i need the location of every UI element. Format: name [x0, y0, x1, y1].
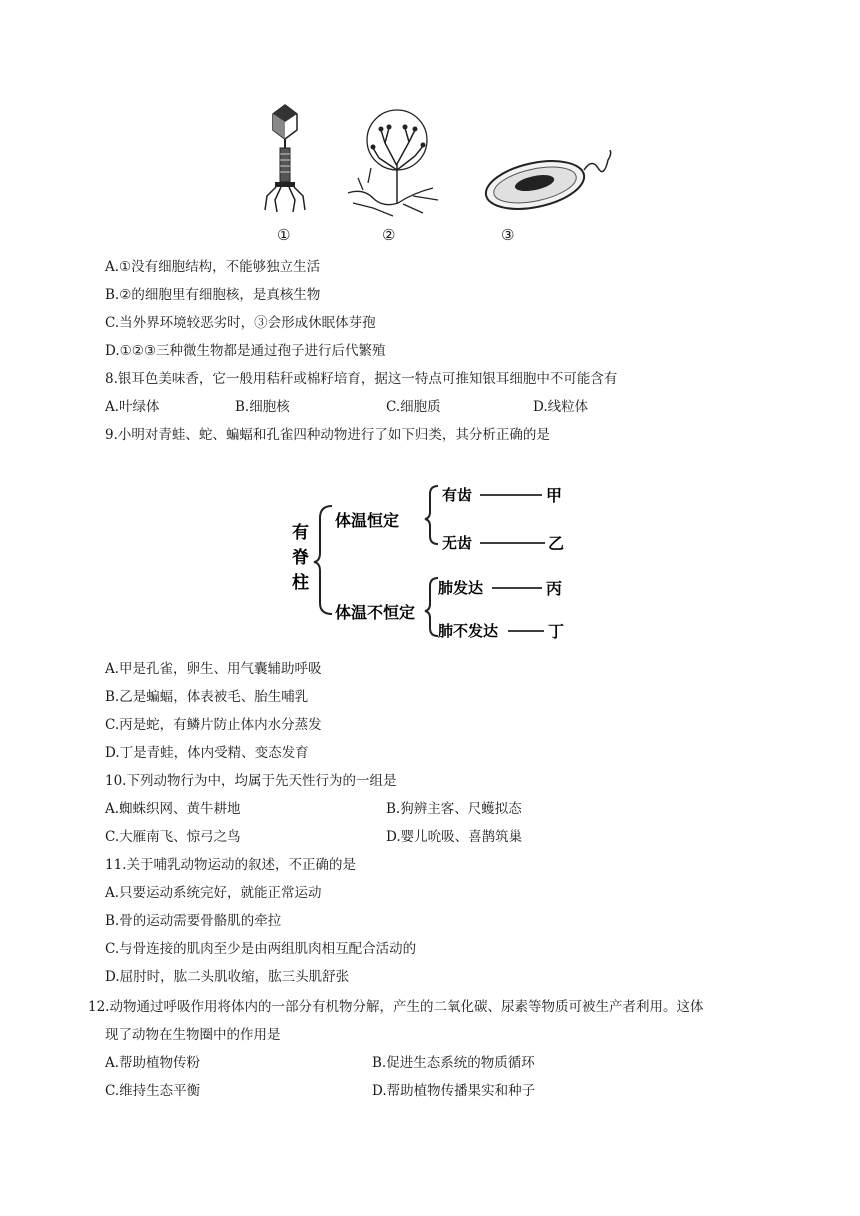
- q12-stem-line-1: 12.动物通过呼吸作用将体内的一部分有机物分解，产生的二氧化碳、尿素等物质可被生产者利用。这体: [88, 999, 704, 1015]
- q11-option-b: B.骨的运动需要骨骼肌的牵拉: [105, 913, 282, 929]
- q11-stem: 11.关于哺乳动物运动的叙述，不正确的是: [105, 857, 356, 873]
- microbe-figure: [255, 100, 615, 245]
- tree-leaf-1: 有齿: [442, 486, 473, 504]
- q9-option-c: C.丙是蛇，有鳞片防止体内水分蒸发: [105, 717, 322, 733]
- q7-option-d: D.①②③三种微生物都是通过孢子进行后代繁殖: [105, 343, 386, 359]
- q8-option-d: D.线粒体: [533, 399, 589, 415]
- q12-option-b: B.促进生态系统的物质循环: [372, 1055, 535, 1071]
- q11-option-d: D.屈肘时，肱二头肌收缩，肱三头肌舒张: [105, 969, 350, 985]
- q11-option-c: C.与骨连接的肌肉至少是由两组肌肉相互配合活动的: [105, 941, 417, 957]
- tree-end-1: 甲: [546, 486, 563, 505]
- tree-root-char-3: 柱: [292, 573, 309, 593]
- q9-option-b: B.乙是蝙蝠，体表被毛、胎生哺乳: [105, 689, 309, 705]
- q12-stem-line-2: 现了动物在生物圈中的作用是: [105, 1027, 281, 1043]
- q10-stem: 10.下列动物行为中，均属于先天性行为的一组是: [105, 773, 397, 789]
- q8-option-c: C.细胞质: [386, 399, 441, 415]
- tree-end-2: 乙: [548, 534, 565, 553]
- q10-option-a: A.蜘蛛织网、黄牛耕地: [105, 801, 241, 817]
- tree-end-4: 丁: [548, 622, 565, 641]
- q12-option-a: A.帮助植物传粉: [105, 1055, 201, 1071]
- tree-leaf-2: 无齿: [442, 534, 473, 552]
- tree-branch-2: 体温不恒定: [335, 603, 416, 622]
- q10-option-c: C.大雁南飞、惊弓之鸟: [105, 829, 241, 845]
- bacteriophage-image: [255, 100, 325, 220]
- q9-stem: 9.小明对青蛙、蛇、蝙蝠和孔雀四种动物进行了如下归类，其分析正确的是: [105, 427, 550, 443]
- q9-option-a: A.甲是孔雀，卵生、用气囊辅助呼吸: [105, 661, 322, 677]
- q10-option-b: B.狗辨主客、尺蠖拟态: [386, 801, 522, 817]
- tree-leaf-4: 肺不发达: [438, 622, 499, 640]
- mold-image: [343, 108, 443, 218]
- bacterium-image: [480, 150, 615, 220]
- figure-label-3: ③: [501, 226, 515, 244]
- tree-root-char-1: 有: [292, 523, 309, 543]
- figure-label-2: ②: [382, 226, 396, 244]
- classification-tree: [280, 478, 580, 648]
- tree-leaf-3: 肺发达: [438, 579, 484, 597]
- q8-option-a: A.叶绿体: [105, 399, 160, 415]
- q12-option-d: D.帮助植物传播果实和种子: [372, 1083, 536, 1099]
- q7-option-c: C.当外界环境较恶劣时，③会形成休眠体芽孢: [105, 315, 376, 331]
- tree-branch-1: 体温恒定: [335, 511, 400, 530]
- q9-option-d: D.丁是青蛙，体内受精、变态发育: [105, 745, 309, 761]
- q12-option-c: C.维持生态平衡: [105, 1083, 201, 1099]
- q11-option-a: A.只要运动系统完好，就能正常运动: [105, 885, 322, 901]
- tree-end-3: 丙: [546, 579, 563, 598]
- q8-option-b: B.细胞核: [235, 399, 290, 415]
- q7-option-b: B.②的细胞里有细胞核，是真核生物: [105, 287, 321, 303]
- q10-option-d: D.婴儿吮吸、喜鹊筑巢: [386, 829, 523, 845]
- figure-label-1: ①: [277, 226, 291, 244]
- q8-stem: 8.银耳色美味香，它一般用秸秆或棉籽培育，据这一特点可推知银耳细胞中不可能含有: [105, 371, 618, 387]
- q7-option-a: A.①没有细胞结构，不能够独立生活: [105, 259, 321, 275]
- tree-root-char-2: 脊: [292, 548, 309, 568]
